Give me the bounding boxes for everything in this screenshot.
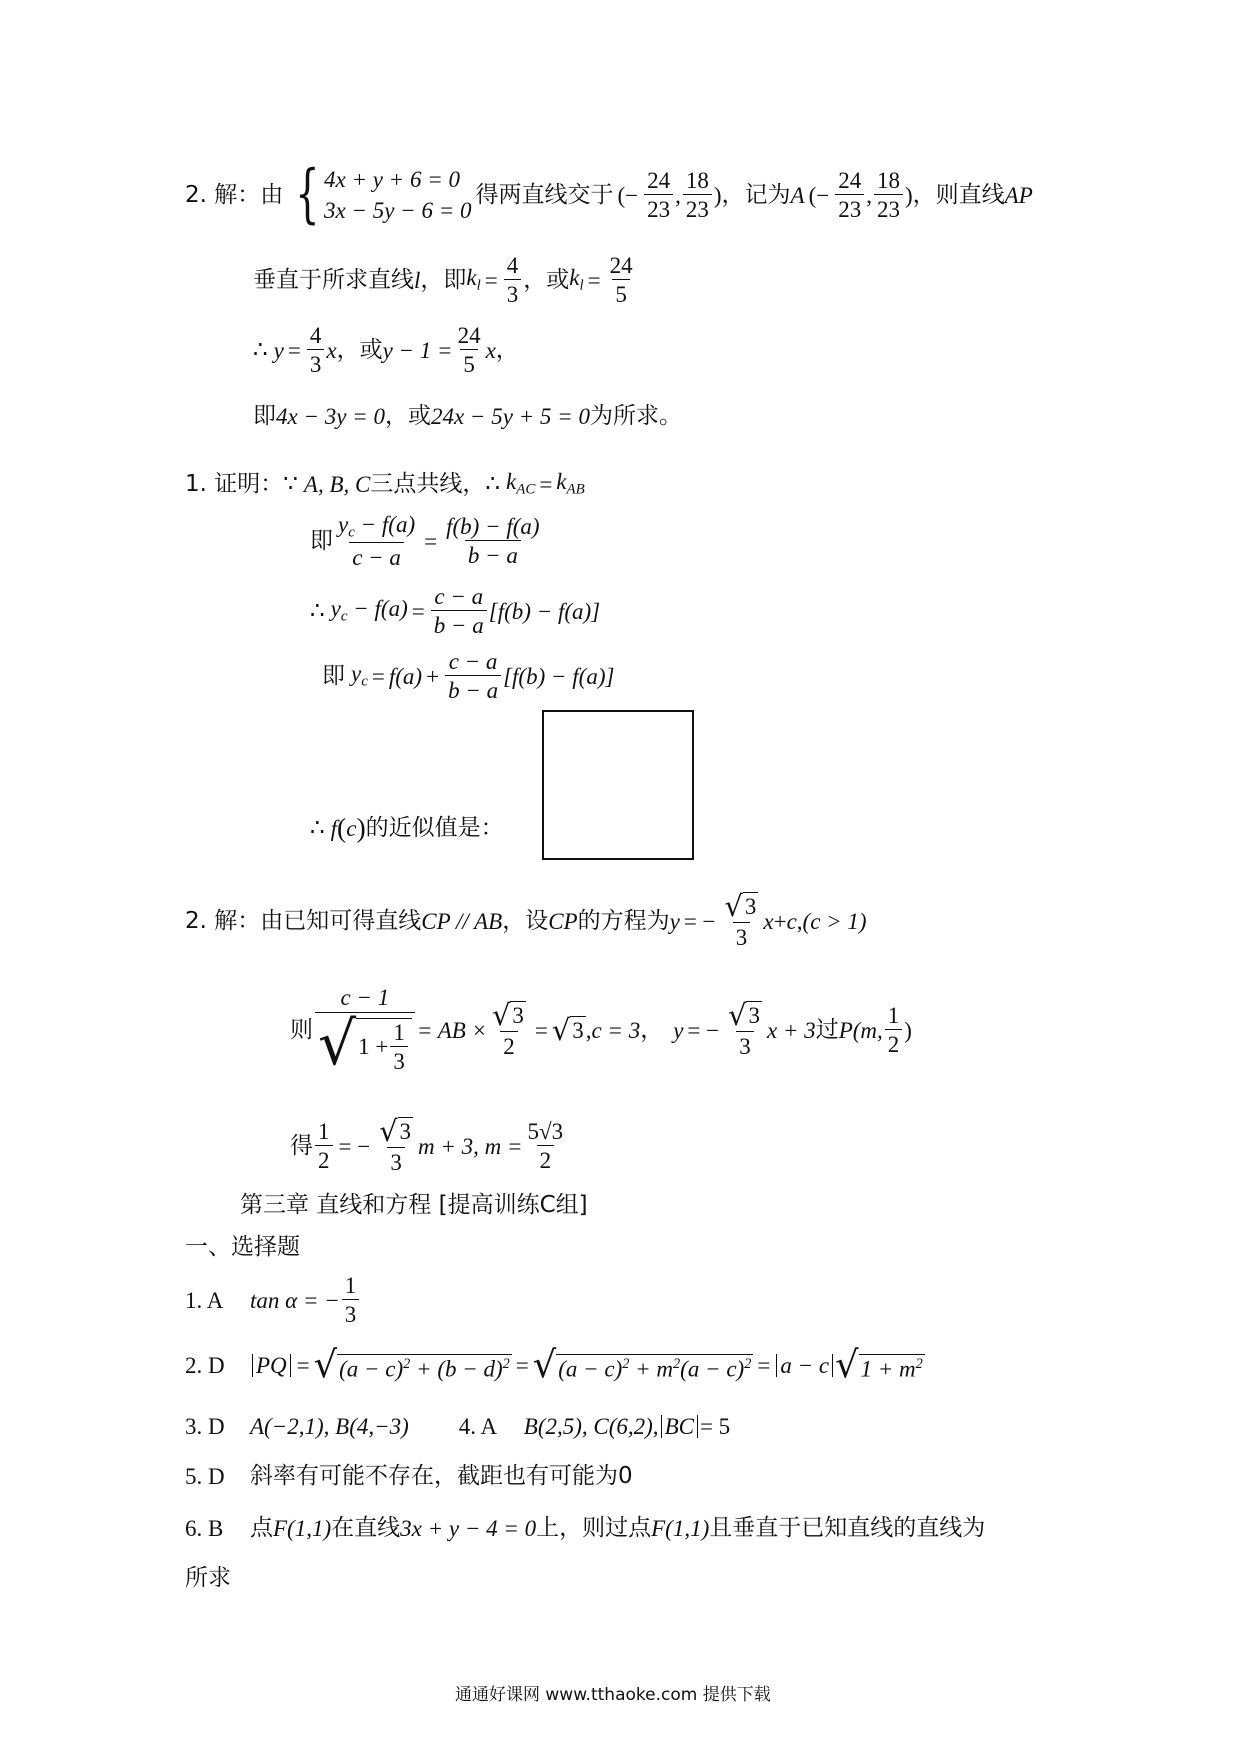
sol-2a-line4: 即 4x − 3y = 0 ，或 24x − 5y + 5 = 0 为所求。 — [253, 402, 682, 429]
ratio-frac-2: $\frac{c - a}{b - a}$ — [445, 649, 501, 704]
perp-ie: ，即 — [420, 266, 467, 293]
label-a: A — [790, 182, 805, 208]
slope-frac-2: $\frac{f(b) - f(a)}{b - a}$ — [446, 513, 540, 568]
slope-frac-1: $\frac{y_c - f(a)}{c - a}$ — [338, 511, 416, 570]
sol-2b-lead: 2. 解：由已知可得直线 — [185, 907, 422, 934]
chapter-heading: 第三章 直线和方程 [提高训练C组] — [240, 1191, 588, 1218]
answer-6-cont: 所求 — [185, 1564, 231, 1591]
therefore-symbol: ∴ — [253, 336, 268, 363]
eq2-frac: $\frac{24}{5}$ — [457, 322, 481, 377]
text-denote: ，记为 — [721, 181, 791, 208]
footer-text: 通通好课网 www.tthaoke.com 提供下载 — [455, 1684, 771, 1705]
final-ie: 即 — [253, 402, 276, 429]
bracket-expr-2: [f(b) − f(a)] — [503, 663, 615, 689]
answer-6: 6. B 点 F(1,1) 在直线 3x + y − 4 = 0 上，则过点 F(1,1) 且垂直于已知直线的直线为 — [185, 1514, 986, 1541]
because-symbol: ∵ — [283, 470, 298, 497]
proof-lead: 1. 证明： — [185, 470, 284, 497]
final-eq-2: 24x − 5y + 5 = 0 — [430, 403, 590, 429]
sol-2a-line1: 2. 解：由 { 4x + y + 6 = 0 3x − 5y − 6 = 0 得两直线交于 (− $\frac{24}{23}$ , $\frac{18}{23}$ ) ，记为 A (− $\frac{24}{23}$ , $\frac{18}{23}$ ) ，则直线 AP — [185, 156, 1033, 231]
sol-2a-lead: 2. 解：由 — [185, 181, 284, 208]
system-eq-2: 3x − 5y − 6 = 0 — [323, 198, 472, 223]
slope-ab: $k_{AB}$ — [556, 469, 585, 498]
product-expr: = AB × — [416, 1017, 488, 1043]
sol-2b-line1: 2. 解：由已知可得直线 CP // AB ，设 CP 的方程为 y = − √ 3 3 x + c , (c > 1) — [185, 888, 867, 950]
bracket-expr-1: [f(b) − f(a)] — [488, 598, 601, 624]
perp-text: 垂直于所求直线 — [253, 266, 414, 293]
points-abc: A, B, C — [303, 471, 371, 497]
final-tail: 为所求。 — [589, 402, 682, 429]
k2-frac: $\frac{24}{5}$ — [609, 252, 633, 307]
final-eq-1: 4x − 3y = 0 — [276, 403, 385, 429]
sol-2b-line3: 得 $\frac{1}{2}$ = − √ 3 3 m + 3, m = $\frac{5√3}{2}$ — [290, 1110, 568, 1182]
approx-label: 的近似值是： — [365, 814, 504, 841]
ratio-frac-1: $\frac{c - a}{b - a}$ — [431, 584, 487, 639]
answer-2: 2. D PQ = √ $(a - c)^2 + (b - d)^2$ = √ $(a - c)^2 + m^2(a - c)^2$ = a − c √ $1 + m^2$ — [185, 1342, 923, 1386]
perp-or: ，或 — [523, 266, 570, 293]
answer-1: 1. A tan α = − $\frac{1}{3}$ — [185, 1268, 361, 1332]
section-subheading: 一、选择题 — [185, 1233, 300, 1260]
k1-frac: $\frac{4}{3}$ — [504, 253, 522, 308]
eq1-frac: $\frac{4}{3}$ — [307, 323, 325, 378]
equation-system: { 4x + y + 6 = 0 3x − 5y − 6 = 0 — [295, 156, 472, 231]
pt-a-y-frac: $\frac{18}{23}$ — [874, 168, 903, 223]
sol-2a-line2: 垂直于所求直线 l ，即 $k_l$ = $\frac{4}{3}$ ，或 $k_l$ = $\frac{24}{5}$ — [253, 250, 638, 310]
sol-2a-line3: ∴ y = $\frac{4}{3}$ x ，或 y − 1 = $\frac{24}{5}$ x ， — [253, 322, 519, 377]
sol-2b-line2: 则 c − 1 √ 1 + $\frac{1}{3}$ = AB × √ 3 2 = √ 3 , c = 3 ， y = − √ 3 3 x + 3 过 P(m, $\frac{1}{2}$ ) — [290, 985, 912, 1079]
proof-1-approx: ∴ f ( c ) 的近似值是： — [310, 812, 504, 844]
label-ap: AP — [1004, 182, 1033, 208]
m-value-frac: $\frac{5√3}{2}$ — [527, 1118, 564, 1173]
answer-3-4: 3. D A(−2,1), B(4,−3) 4. A B(2,5), C(6,2), BC = 5 — [185, 1413, 731, 1439]
collinear-text: 三点共线， — [370, 470, 486, 497]
answer-box — [542, 710, 694, 860]
text-then: ，则直线 — [912, 181, 1005, 208]
answer-5: 5. D 斜率有可能不存在，截距也有可能为0 — [185, 1462, 633, 1489]
distance-frac: c − 1 √ 1 + $\frac{1}{3}$ — [315, 985, 415, 1074]
slope-sqrt3-frac: √ 3 3 — [724, 888, 757, 950]
half-frac: $\frac{1}{2}$ — [885, 1003, 903, 1058]
slope-ac: $k_{AC}$ — [506, 469, 536, 498]
pt-x-frac: $\frac{24}{23}$ — [644, 168, 673, 223]
proof-1-line4: 即 $y_c$ = f(a) + $\frac{c - a}{b - a}$ [f(b) − f(a)] — [322, 648, 615, 703]
eq2-lhs: y − 1 = — [382, 337, 453, 363]
pt-a-x-frac: $\frac{24}{23}$ — [835, 168, 864, 223]
text-meet: 得两直线交于 — [475, 181, 614, 208]
parallel-expr: CP // AB — [421, 908, 503, 934]
result-c: c = 3 — [591, 1017, 641, 1043]
condition: (c > 1) — [802, 908, 867, 934]
pt-y-frac: $\frac{18}{23}$ — [683, 168, 712, 223]
perp-l: l — [414, 267, 421, 293]
system-eq-1: 4x + y + 6 = 0 — [323, 166, 460, 192]
or-text: ，或 — [336, 336, 383, 363]
proof-1-line2: 即 $\frac{y_c - f(a)}{c - a}$ = $\frac{f(b) - f(a)}{b - a}$ — [310, 508, 545, 574]
proof-1-line1: 1. 证明： ∵ A, B, C 三点共线， ∴ $k_{AC}$ = $k_{AB}$ — [185, 469, 585, 498]
proof-1-line3: ∴ $y_c - f(a)$ = $\frac{c - a}{b - a}$ [f(b) − f(a)] — [310, 583, 601, 638]
